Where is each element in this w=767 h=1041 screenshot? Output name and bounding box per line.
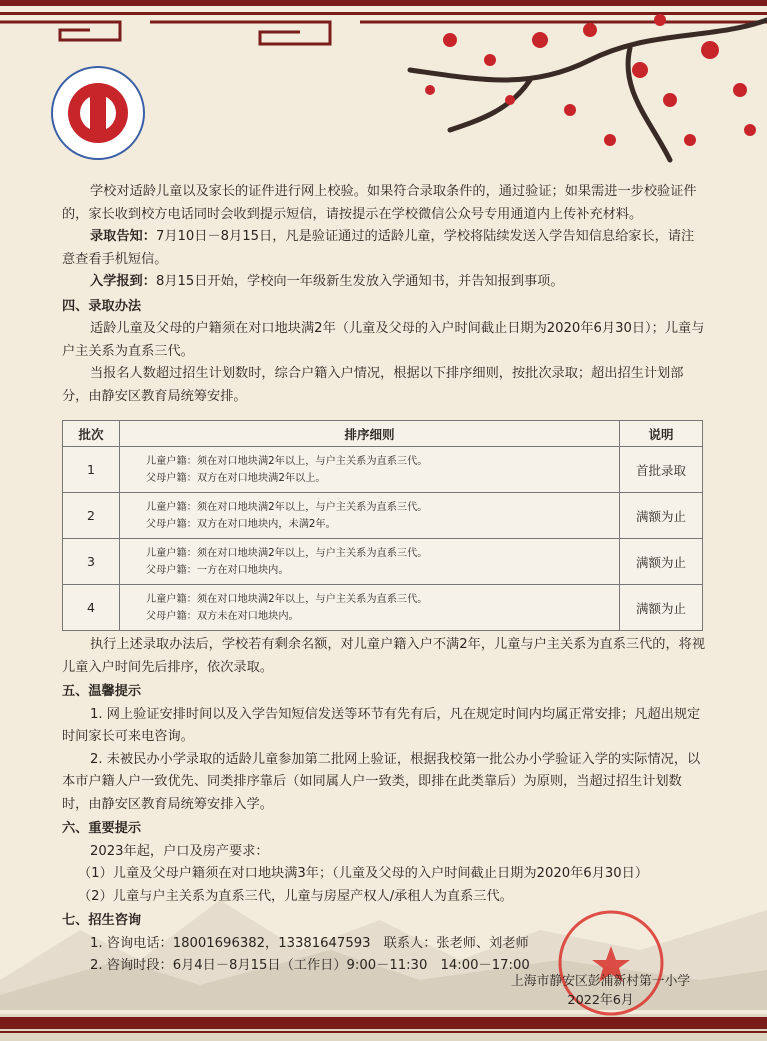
signature-school: 上海市静安区彭浦新村第一小学: [511, 974, 691, 989]
section5-heading: 五、温馨提示: [62, 684, 142, 699]
notice-text: 7月10日－8月15日，凡是验证通过的适龄儿童，学校将陆续发送入学告知信息给家长，请注意查看手机短信。: [62, 229, 695, 267]
parent-rule: 父母户籍：双方未在对口地块内。: [145, 610, 299, 622]
section5-item-1: 1. 网上验证安排时间以及入学告知短信发送等环节有先有后，凡在规定时间内均属正常安排；凡超出规定时间家长可来电咨询。: [62, 706, 701, 744]
notice-label: 录取告知：: [90, 229, 156, 244]
table-row: [63, 493, 703, 539]
bottom-border: [0, 1014, 767, 1041]
section7-phone: 1. 咨询电话：18001696382，13381647593 联系人：张老师、刘老师: [90, 935, 529, 951]
table-row: [63, 585, 703, 631]
admission-notice: [62, 226, 706, 271]
section7-heading: 七、招生咨询: [62, 913, 142, 928]
section4-paragraph-1: 适龄儿童及父母的户籍须在对口地块满2年（儿童及父母的入户时间截止日期为2020年6月30日）；儿童与户主关系为直系三代。: [62, 321, 705, 359]
intro-section: [62, 181, 706, 408]
enrollment-report: [62, 271, 706, 294]
child-rule: 儿童户籍：须在对口地块满2年以上，与户主关系为直系三代。: [145, 455, 428, 467]
section6-item-1: （1）儿童及父母户籍须在对口地块满3年；（儿童及父母的入户时间截止日期为2020年6月30日）: [78, 866, 649, 881]
section6-item-2: （2）儿童与户主关系为直系三代，儿童与房屋产权人/承租人为直系三代。: [78, 888, 513, 904]
table-row: [63, 447, 703, 493]
detail-cell: [119, 447, 619, 493]
table-header-row: [63, 421, 703, 447]
parent-rule: 父母户籍：一方在对口地块内。: [145, 564, 289, 576]
section6-heading: 六、重要提示: [62, 821, 142, 836]
child-rule: 儿童户籍：须在对口地块满2年以上，与户主关系为直系三代。: [145, 547, 428, 559]
note-cell: 首批录取: [620, 447, 703, 493]
report-text: 8月15日开始，学校向一年级新生发放入学通知书，并告知报到事项。: [155, 274, 564, 289]
section6-intro: 2023年起，户口及房产要求：: [90, 843, 269, 859]
note-cell: 满额为止: [620, 585, 703, 631]
school-logo: [50, 65, 146, 161]
signature-date: 2022年6月: [567, 993, 634, 1008]
after-table-paragraph: 执行上述录取办法后，学校若有剩余名额，对儿童户籍入户不满2年，儿童与户主关系为直系三代的，将视儿童入户时间先后排序，依次录取。: [62, 637, 706, 675]
section4-heading: 四、录取办法: [62, 298, 142, 314]
batch-cell: 2: [63, 493, 120, 539]
parent-rule: 父母户籍：双方在对口地块内，未满2年。: [145, 518, 336, 530]
detail-cell: [119, 493, 619, 539]
header-note: 说明: [620, 421, 703, 447]
note-cell: 满额为止: [620, 493, 703, 539]
batch-cell: 4: [63, 585, 120, 631]
child-rule: 儿童户籍：须在对口地块满2年以上，与户主关系为直系三代。: [145, 501, 428, 513]
detail-cell: [119, 539, 619, 585]
section4-paragraph-2: 当报名人数超过招生计划数时，综合户籍入户情况，根据以下排序细则，按批次录取；超出招生计划部分，由静安区教育局统筹安排。: [62, 366, 684, 404]
section7-hours: 2. 咨询时段：6月4日－8月15日（工作日）9:00－11:30 14:00－17:00: [90, 958, 530, 973]
signature-block: [511, 972, 690, 1010]
child-rule: 儿童户籍：须在对口地块满2年以上，与户主关系为直系三代。: [145, 593, 428, 605]
batch-cell: 1: [63, 447, 120, 493]
header-details: 排序细则: [119, 421, 619, 447]
table-row: [63, 539, 703, 585]
detail-cell: [119, 585, 619, 631]
admission-order-table: [62, 420, 703, 631]
parent-rule: 父母户籍：双方在对口地块满2年以上。: [145, 472, 326, 484]
plum-blossom-decoration: [330, 0, 767, 175]
batch-cell: 3: [63, 539, 120, 585]
intro-paragraph: 学校对适龄儿童以及家长的证件进行网上校验。如果符合录取条件的，通过验证；如果需进一步校验证件的，家长收到校方电话同时会收到提示短信，请按提示在学校微信公众号专用通道内上传补充材料。: [62, 184, 697, 222]
note-cell: 满额为止: [620, 539, 703, 585]
section5-item-2: 2. 未被民办小学录取的适龄儿童参加第二批网上验证，根据我校第一批公办小学验证入学的实际情况，以本市户籍人户一致优先、同类排序靠后（如同属人户一致类，即排在此类靠后）为原则，当超过招生计划数时，由静安区教育局统筹安排入学。: [62, 751, 701, 812]
report-label: 入学报到：: [90, 274, 156, 289]
header-batch: 批次: [63, 421, 120, 447]
